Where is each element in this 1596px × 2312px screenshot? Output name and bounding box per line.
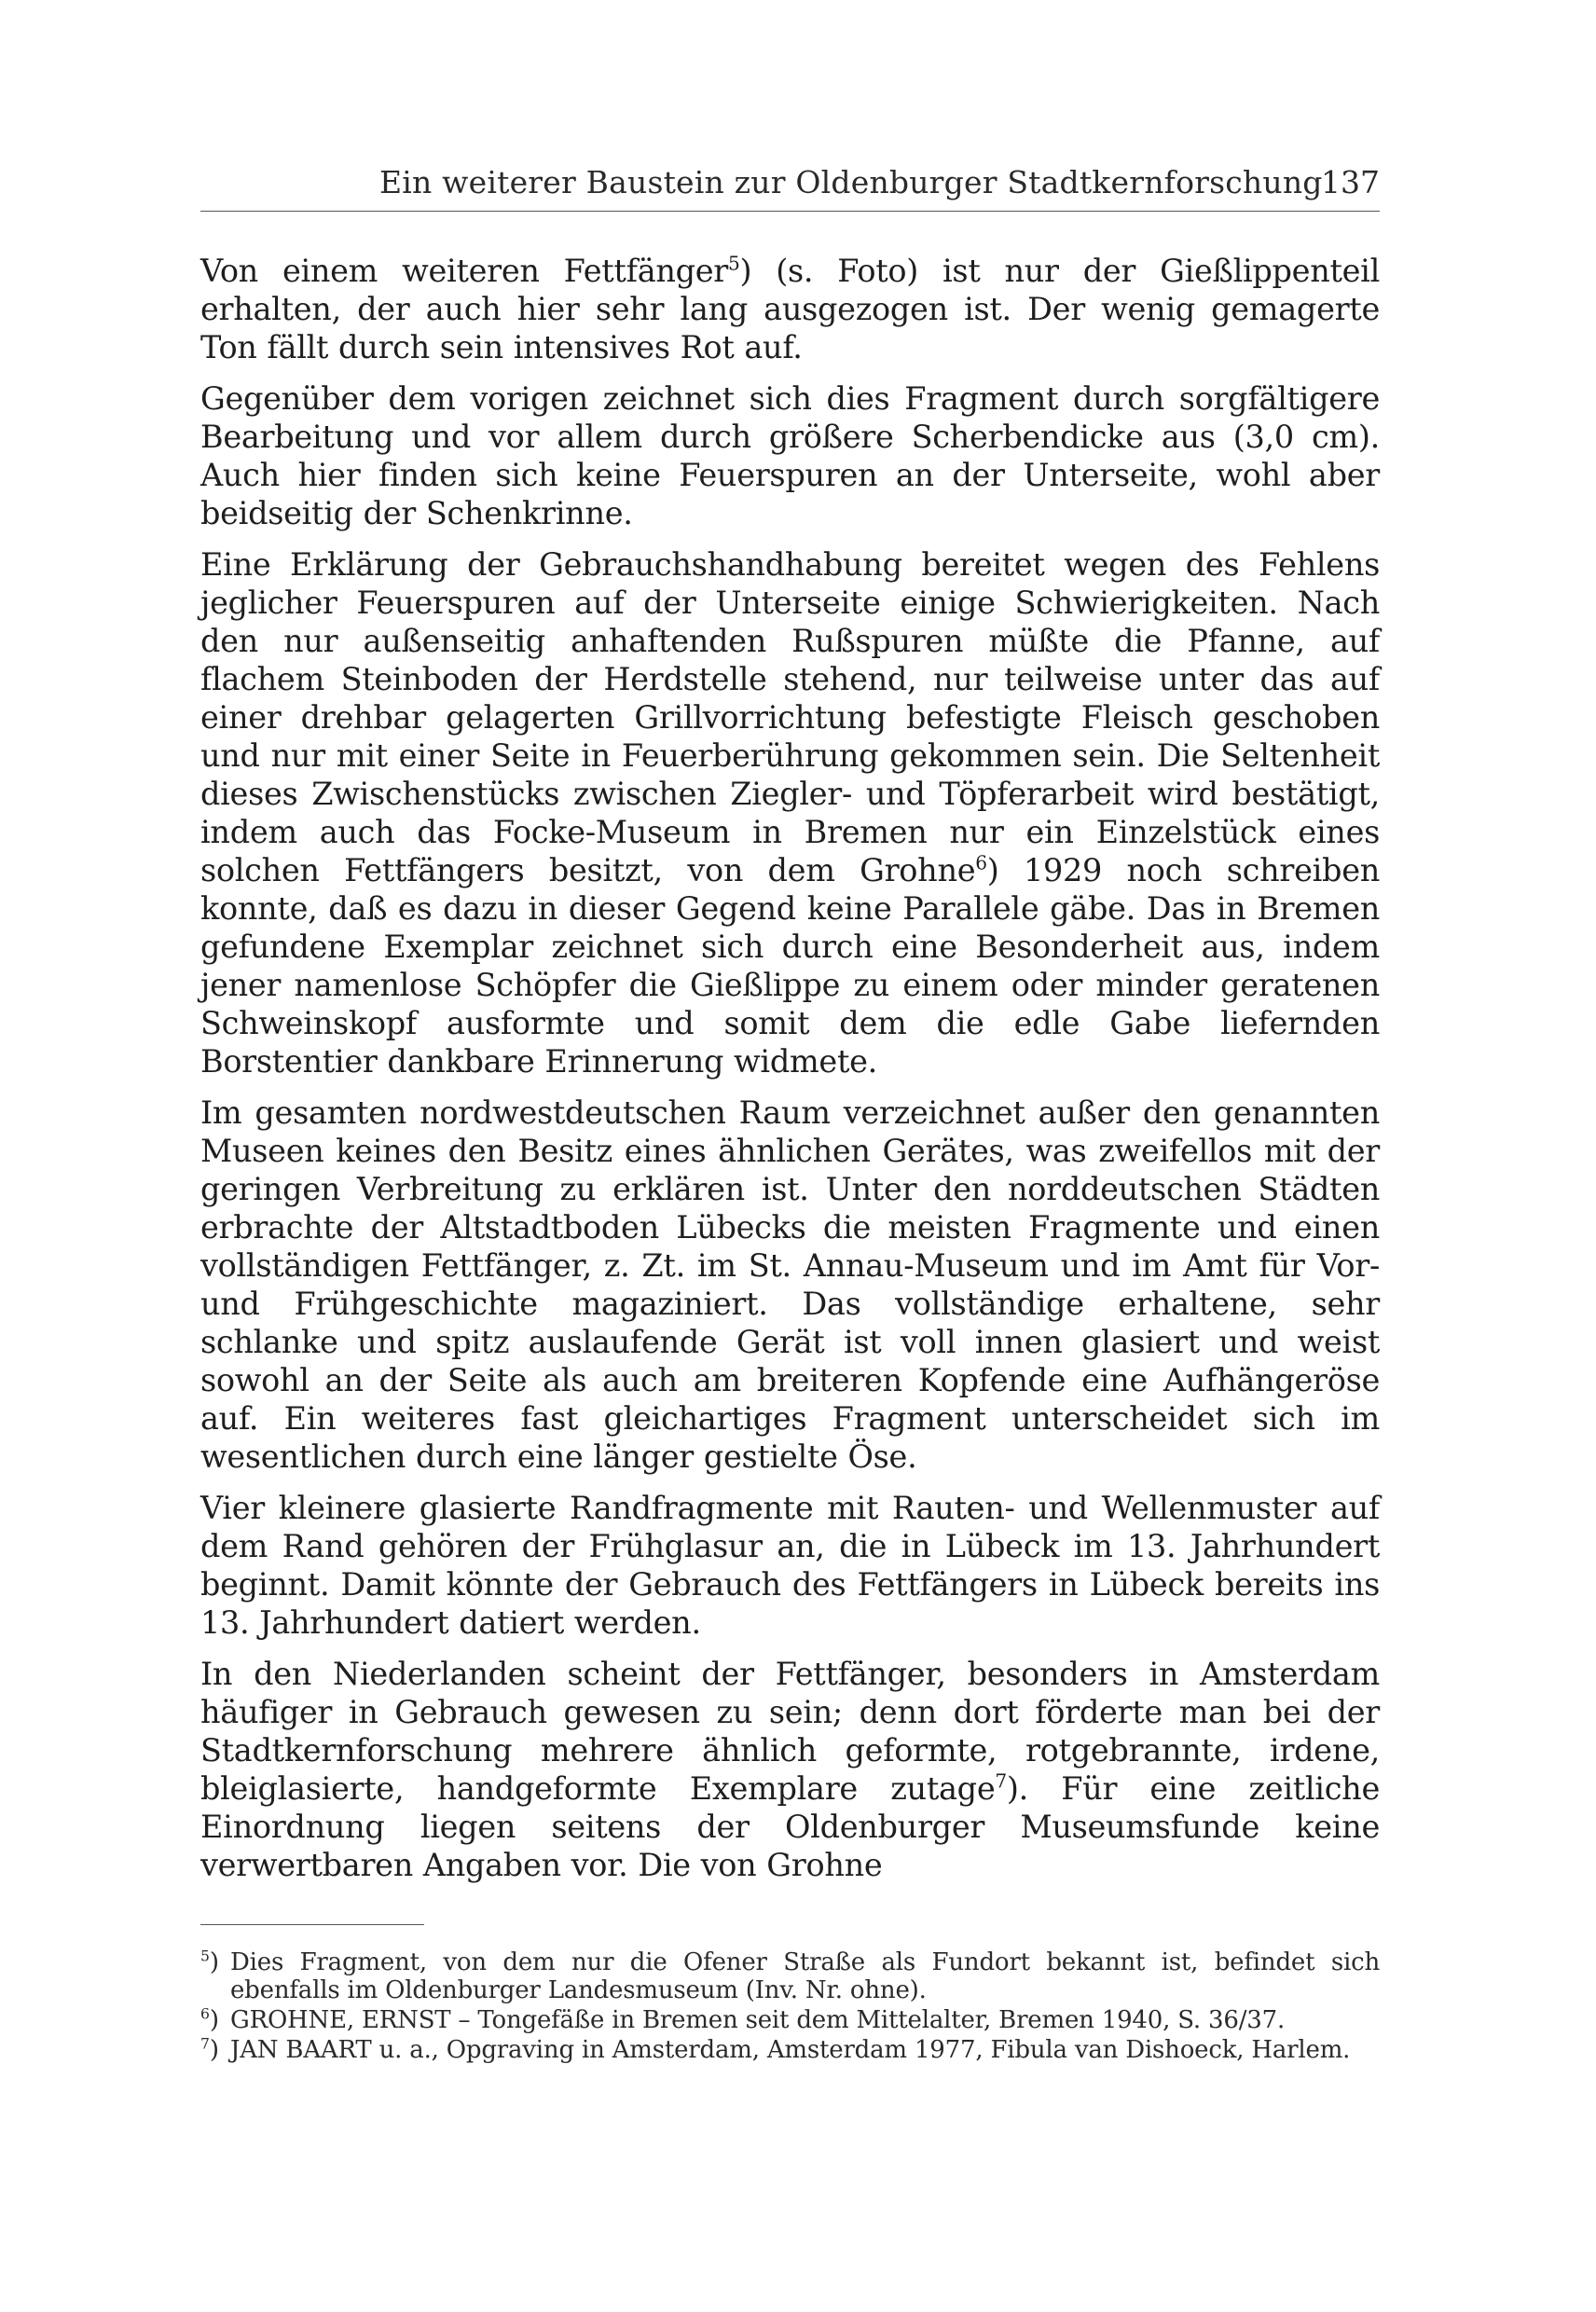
paragraph-1-text-a: Von einem weiteren Fettfänger bbox=[200, 253, 729, 289]
paragraph-4: Im gesamten nordwestdeutschen Raum verzeichnet außer den genannten Museen keines den Besitz eines ähnlichen Gerätes, was zweifellos mit der geringen Verbreitung zu erklären ist. Unter den norddeutschen Städten erbrachte der Altstadtboden Lübecks die meisten Fragmente und einen vollständigen Fettfänger, z. Zt. im St. Annau-Museum und im Amt für Vor- und Frühgeschichte magaziniert. Das vollständige erhaltene, sehr schlanke und spitz auslaufende Gerät ist voll innen glasiert und weist sowohl an der Seite als auch am breiteren Kopfende eine Aufhängeröse auf. Ein weiteres fast gleichartiges Fragment unterscheidet sich im wesentlichen durch eine länger gestielte Öse. bbox=[200, 1094, 1380, 1475]
paragraph-3-text-a: Eine Erklärung der Gebrauchshandhabung bereitet wegen des Fehlens jeglicher Feuerspuren auf der Unterseite einige Schwierigkeiten. Nach den nur außenseitig anhaftenden Rußspuren müßte die Pfanne, auf flachem Steinboden der Herdstelle stehend, nur teilweise unter das auf einer drehbar gelagerten Grillvorrichtung befestigte Fleisch geschoben und nur mit einer Seite in Feuerberührung gekommen sein. Die Seltenheit dieses Zwischenstücks zwischen Ziegler- und Töpferarbeit wird bestätigt, indem auch das Focke-Museum in Bremen nur ein Einzelstück eines solchen Fettfängers besitzt, von dem Grohne bbox=[200, 546, 1380, 888]
footnote-5 bbox=[200, 1948, 1380, 2004]
running-header bbox=[200, 160, 1380, 212]
footnote-mark: $^6$) bbox=[200, 2005, 220, 2034]
paragraph-6-text-a: In den Niederlanden scheint der Fettfänger, besonders in Amsterdam häufiger in Gebrauch gewesen zu sein; denn dort förderte man bei der Stadtkernforschung mehrere ähnlich geformte, rotgebrannte, irdene, bleiglasierte, handgeformte Exemplare zutage bbox=[200, 1656, 1380, 1807]
footnote-mark: $^5$) bbox=[200, 1947, 220, 1976]
paragraph-3-text-b: ) 1929 noch schreiben konnte, daß es dazu in dieser Gegend keine Parallele gäbe. Das in Bremen gefundene Exemplar zeichnet sich durch eine Besonderheit aus, indem jener namenlose Schöpfer die Gießlippe zu einem oder minder geratenen Schweinskopf ausformte und somit dem die edle Gabe liefernden Borstentier dankbare Erinnerung widmete. bbox=[200, 852, 1381, 1080]
page-number: 137 bbox=[1321, 164, 1380, 200]
paragraph-1-text-b: ) (s. Foto) ist nur der Gießlippenteil erhalten, der auch hier sehr lang ausgezogen ist. Der wenig gemagerte Ton fällt durch sein intensives Rot auf. bbox=[200, 253, 1380, 365]
paragraph-6-text-b: ). Für eine zeitliche Einordnung liegen seitens der Oldenburger Museumsfunde keine verwertbaren Angaben vor. Die von Grohne bbox=[200, 1770, 1380, 1883]
footnote-ref-6: 6 bbox=[975, 851, 987, 874]
footnote-ref-5: 5 bbox=[728, 252, 740, 275]
body-text bbox=[200, 252, 1380, 1884]
footnote-text: JAN BAART u. a., Opgraving in Amsterdam, Amsterdam 1977, Fibula van Dishoeck, Harlem. bbox=[230, 2036, 1351, 2064]
paragraph-3 bbox=[200, 545, 1380, 1080]
paragraph-6 bbox=[200, 1655, 1380, 1884]
running-title: Ein weiterer Baustein zur Oldenburger Stadtkernforschung bbox=[379, 164, 1323, 200]
footnote-text: Dies Fragment, von dem nur die Ofener Straße als Fundort bekannt ist, befindet sich ebenfalls im Oldenburger Landesmuseum (Inv. Nr. ohne). bbox=[230, 1948, 1380, 2004]
footnote-ref-7: 7 bbox=[995, 1769, 1007, 1793]
footnote-divider bbox=[200, 1924, 424, 1925]
footnote-6 bbox=[200, 2006, 1380, 2034]
paragraph-1 bbox=[200, 252, 1380, 366]
footnote-7 bbox=[200, 2036, 1380, 2064]
footnotes bbox=[200, 1948, 1380, 2066]
footnote-text: GROHNE, ERNST – Tongefäße in Bremen seit dem Mittelalter, Bremen 1940, S. 36/37. bbox=[230, 2006, 1286, 2034]
paragraph-2: Gegenüber dem vorigen zeichnet sich dies Fragment durch sorgfältigere Bearbeitung und vor allem durch größere Scherbendicke aus (3,0 cm). Auch hier finden sich keine Feuerspuren an der Unterseite, wohl aber beidseitig der Schenkrinne. bbox=[200, 380, 1380, 531]
paragraph-5: Vier kleinere glasierte Randfragmente mit Rauten- und Wellenmuster auf dem Rand gehören der Frühglasur an, die in Lübeck im 13. Jahrhundert beginnt. Damit könnte der Gebrauch des Fettfängers in Lübeck bereits ins 13. Jahrhundert datiert werden. bbox=[200, 1490, 1380, 1641]
footnote-mark: $^7$) bbox=[200, 2035, 220, 2064]
